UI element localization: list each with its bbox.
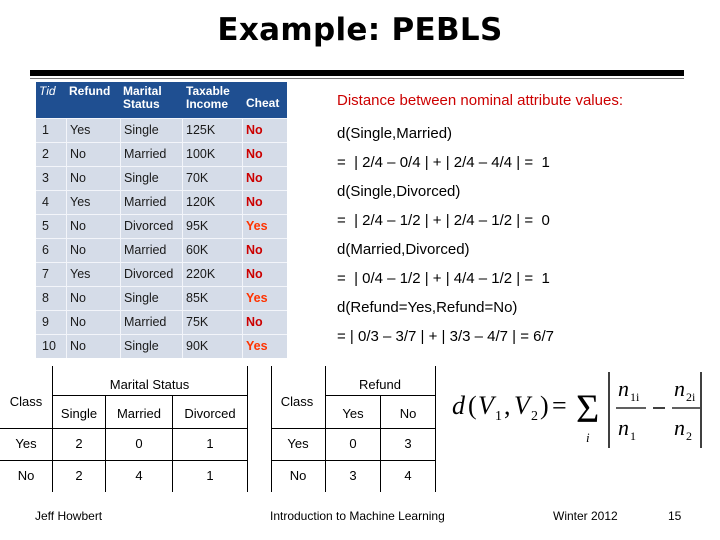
- refund_counts-row-class: Yes: [287, 436, 309, 451]
- table-row: [36, 262, 287, 286]
- footer-term: Winter 2012: [553, 509, 618, 523]
- header-marital-status: Marital Status: [123, 84, 162, 111]
- cell-income: 95K: [186, 219, 209, 233]
- cell-tid: 9: [42, 315, 49, 329]
- svg-text:2: 2: [531, 409, 538, 424]
- svg-text:n: n: [674, 376, 685, 401]
- svg-text:Σ: Σ: [576, 386, 600, 431]
- cell-marital: Divorced: [124, 267, 174, 281]
- refund_counts-column-header: Yes: [342, 406, 364, 421]
- cell-refund: No: [70, 147, 86, 161]
- distance-line: d(Single,Married): [337, 125, 453, 142]
- cell-marital: Married: [124, 243, 167, 257]
- cell-marital: Single: [124, 123, 159, 137]
- distance-line: d(Married,Divorced): [337, 241, 470, 258]
- cell-refund: Yes: [70, 195, 91, 209]
- marital_counts-count-cell: 2: [75, 436, 83, 451]
- cell-income: 120K: [186, 195, 216, 209]
- cell-marital: Single: [124, 171, 159, 185]
- svg-text:=: =: [552, 391, 567, 420]
- table-row: [36, 118, 287, 142]
- refund_counts-row-class: No: [289, 468, 307, 483]
- cell-income: 60K: [186, 243, 209, 257]
- cell-refund: Yes: [70, 123, 91, 137]
- header-refund: Refund: [69, 84, 111, 98]
- marital_counts-count-cell: 0: [135, 436, 143, 451]
- svg-text:,: ,: [504, 391, 511, 420]
- cell-income: 220K: [186, 267, 216, 281]
- marital_counts-count-cell: 1: [206, 436, 214, 451]
- cell-refund: No: [70, 243, 86, 257]
- cell-refund: No: [70, 291, 86, 305]
- cell-marital: Married: [124, 195, 167, 209]
- marital_counts-column-header: Married: [116, 406, 162, 421]
- cell-cheat: No: [246, 243, 263, 257]
- title-divider-thin: [30, 78, 684, 79]
- cell-marital: Married: [124, 315, 167, 329]
- table-row: [36, 286, 287, 310]
- svg-text:): ): [540, 391, 549, 420]
- cell-tid: 3: [42, 171, 49, 185]
- cell-cheat: No: [246, 123, 263, 137]
- marital_counts-row-class: Yes: [15, 436, 37, 451]
- footer-course: Introduction to Machine Learning: [270, 509, 445, 523]
- svg-text:V: V: [478, 391, 494, 420]
- cell-cheat: Yes: [246, 339, 268, 353]
- refund_counts-count-cell: 3: [349, 468, 357, 483]
- svg-text:n: n: [674, 415, 685, 440]
- cell-marital: Divorced: [124, 219, 174, 233]
- cell-income: 85K: [186, 291, 209, 305]
- title-divider: [30, 70, 684, 76]
- distance-heading: Distance between nominal attribute values:: [337, 92, 623, 109]
- cell-cheat: No: [246, 315, 263, 329]
- cell-cheat: No: [246, 195, 263, 209]
- marital_counts-column-header: Divorced: [184, 406, 236, 421]
- cell-income: 90K: [186, 339, 209, 353]
- cell-tid: 4: [42, 195, 49, 209]
- marital_counts-count-cell: 4: [135, 468, 143, 483]
- svg-text:(: (: [468, 391, 477, 420]
- cell-tid: 7: [42, 267, 49, 281]
- svg-text:2: 2: [686, 429, 692, 443]
- refund_counts-count-cell: 4: [404, 468, 412, 483]
- table-row: [36, 190, 287, 214]
- refund_counts-column-header: No: [399, 406, 417, 421]
- cell-refund: No: [70, 339, 86, 353]
- marital_counts-count-cell: 2: [75, 468, 83, 483]
- marital_counts-row-class: No: [17, 468, 35, 483]
- cell-marital: Single: [124, 291, 159, 305]
- table-row: [36, 142, 287, 166]
- refund_counts-count-cell: 3: [404, 436, 412, 451]
- cell-tid: 6: [42, 243, 49, 257]
- cell-cheat: Yes: [246, 291, 268, 305]
- distance-line: = | 0/4 – 1/2 | + | 4/4 – 1/2 | = 1: [337, 270, 550, 287]
- marital-group-label: Marital Status: [109, 377, 190, 392]
- cell-tid: 1: [42, 123, 49, 137]
- svg-text:n: n: [618, 415, 629, 440]
- refund-class-label: Class: [280, 394, 314, 409]
- marital_counts-count-cell: 1: [206, 468, 214, 483]
- training-data-table: [36, 82, 287, 358]
- cell-cheat: Yes: [246, 219, 268, 233]
- cell-cheat: No: [246, 267, 263, 281]
- vdm-distance-formula: [452, 370, 702, 450]
- cell-refund: Yes: [70, 267, 91, 281]
- header-cheat: Cheat: [246, 96, 280, 110]
- marital-class-label: Class: [9, 394, 43, 409]
- svg-text:1: 1: [495, 409, 502, 424]
- cell-income: 100K: [186, 147, 216, 161]
- distance-line: = | 2/4 – 1/2 | + | 2/4 – 1/2 | = 0: [337, 212, 550, 229]
- table-row: [36, 214, 287, 238]
- cell-income: 125K: [186, 123, 216, 137]
- cell-income: 70K: [186, 171, 209, 185]
- cell-income: 75K: [186, 315, 209, 329]
- formula-d: d: [452, 391, 465, 420]
- cell-tid: 8: [42, 291, 49, 305]
- cell-marital: Single: [124, 339, 159, 353]
- cell-tid: 2: [42, 147, 49, 161]
- svg-text:1: 1: [630, 429, 636, 443]
- distance-line: d(Refund=Yes,Refund=No): [337, 299, 518, 316]
- footer-page-number: 15: [668, 509, 682, 523]
- distance-line: = | 2/4 – 0/4 | + | 2/4 – 4/4 | = 1: [337, 154, 550, 171]
- cell-tid: 5: [42, 219, 49, 233]
- distance-line: = | 0/3 – 3/7 | + | 3/3 – 4/7 | = 6/7: [337, 328, 554, 345]
- cell-cheat: No: [246, 147, 263, 161]
- refund-group-label: Refund: [359, 377, 401, 392]
- cell-tid: 10: [42, 339, 56, 353]
- svg-text:V: V: [514, 391, 530, 420]
- cell-refund: No: [70, 315, 86, 329]
- svg-text:n: n: [618, 376, 629, 401]
- svg-text:2i: 2i: [686, 390, 696, 404]
- footer-author: Jeff Howbert: [35, 509, 103, 523]
- svg-text:1i: 1i: [630, 390, 640, 404]
- marital_counts-column-header: Single: [60, 406, 98, 421]
- cell-marital: Married: [124, 147, 167, 161]
- table-row: [36, 166, 287, 190]
- table-header: [36, 82, 287, 118]
- header-taxable-income: Taxable Income: [186, 84, 230, 111]
- refund_counts-count-cell: 0: [349, 436, 357, 451]
- cell-refund: No: [70, 171, 86, 185]
- header-tid: Tid: [39, 84, 56, 98]
- slide-title: Example: PEBLS: [217, 12, 503, 48]
- cell-refund: No: [70, 219, 86, 233]
- table-row: [36, 310, 287, 334]
- cell-cheat: No: [246, 171, 263, 185]
- svg-text:i: i: [586, 430, 590, 445]
- table-row: [36, 334, 287, 358]
- distance-line: d(Single,Divorced): [337, 183, 461, 200]
- table-row: [36, 238, 287, 262]
